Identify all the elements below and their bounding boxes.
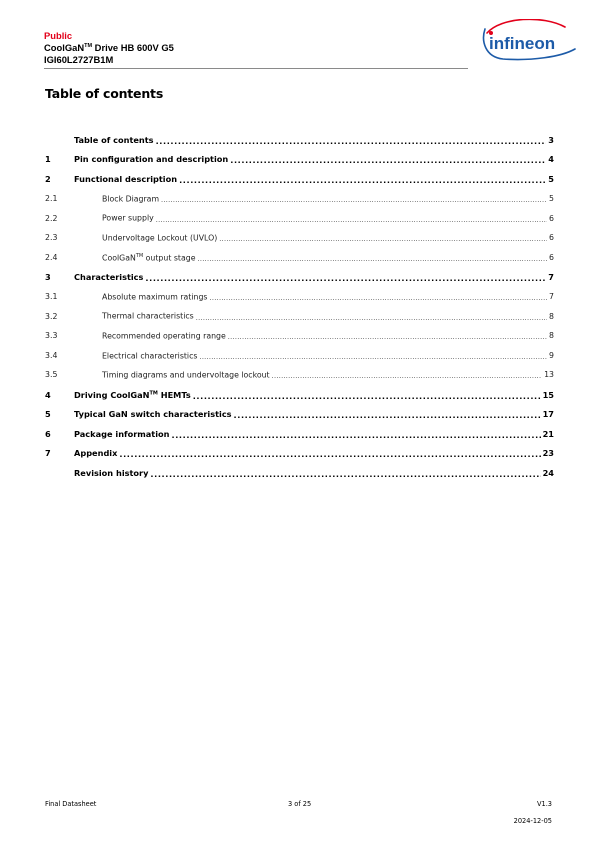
- toc-entry-number: 4: [45, 389, 51, 400]
- toc-entry-number: 2.4: [45, 252, 58, 262]
- toc-entry-trademark: TM: [135, 252, 144, 259]
- toc-entry-text: Table of contents: [74, 134, 154, 145]
- toc-entry-page: 24: [542, 467, 554, 478]
- toc-entry[interactable]: [45, 385, 554, 405]
- toc-leader-dots: [230, 155, 546, 165]
- toc-entry-text: Characteristics: [74, 271, 144, 282]
- trademark-sup: TM: [84, 43, 93, 50]
- toc-entry-title: [74, 154, 228, 164]
- footer-doc-type: Final Datasheet: [45, 800, 97, 808]
- toc-entry[interactable]: [45, 365, 554, 385]
- toc-entry-number: 2.1: [45, 194, 58, 204]
- toc-leader-dots: [171, 430, 540, 440]
- toc-leader-dots: [272, 371, 542, 380]
- toc-leader-dots: [161, 195, 547, 204]
- toc-leader-dots: [209, 293, 547, 302]
- toc-leader-dots: [119, 449, 540, 459]
- toc-entry[interactable]: [45, 287, 554, 307]
- toc-entry-text-suffix: HEMTs: [157, 389, 191, 400]
- logo-swoosh: [487, 19, 565, 33]
- toc-leader-dots: [234, 410, 541, 420]
- toc-entry[interactable]: [45, 169, 554, 189]
- toc-entry-text: Power supply: [102, 213, 154, 223]
- page-title: Table of contents: [45, 86, 164, 101]
- toc-entry-text-suffix: output stage: [143, 253, 196, 263]
- toc-leader-dots: [156, 215, 547, 224]
- toc-entry-title: [74, 409, 232, 419]
- toc-entry-text: Recommended operating range: [102, 331, 226, 341]
- toc-entry-title: [74, 390, 191, 400]
- toc-entry-title: [74, 174, 177, 184]
- part-number: IGI60L2727B1M: [44, 53, 114, 65]
- toc-entry-text: Package information: [74, 428, 170, 439]
- product-name: [44, 41, 174, 53]
- toc-entry-number: 2: [45, 173, 51, 184]
- toc-entry-title: [102, 331, 226, 341]
- toc-entry-page: 6: [549, 252, 554, 262]
- toc-entry-page: 17: [542, 409, 554, 420]
- footer-date: 2024-12-05: [513, 817, 552, 825]
- toc-entry-title: [102, 194, 159, 204]
- toc-entry[interactable]: [45, 306, 554, 326]
- toc-entry-page: 4: [548, 154, 554, 165]
- toc-entry-title: [74, 272, 143, 282]
- toc-entry-page: 9: [549, 350, 554, 360]
- toc-entry-number: 3.1: [45, 292, 58, 302]
- toc-entry-title: [102, 213, 154, 223]
- header-divider: [44, 68, 468, 69]
- toc-entry-text: Driving CoolGaN: [74, 389, 150, 400]
- toc-entry-text: Appendix: [74, 448, 118, 459]
- toc-entry-page: 8: [549, 311, 554, 321]
- toc-entry[interactable]: [45, 228, 554, 248]
- toc-entry[interactable]: [45, 189, 554, 209]
- toc-entry-trademark: TM: [149, 389, 158, 396]
- toc-entry-text: Electrical characteristics: [102, 351, 198, 361]
- toc-entry-text: Timing diagrams and undervoltage lockout: [102, 370, 270, 380]
- toc-entry-number: 5: [45, 409, 51, 420]
- toc-entry[interactable]: [45, 208, 554, 228]
- toc-entry-number: 7: [45, 448, 51, 459]
- toc-entry-page: 6: [549, 213, 554, 223]
- toc-leader-dots: [199, 352, 547, 361]
- document-header: [44, 30, 174, 65]
- toc-entry-text: Thermal characteristics: [102, 311, 194, 321]
- toc-entry-text: Pin configuration and description: [74, 154, 229, 165]
- footer-page-number: 3 of 25: [288, 800, 312, 808]
- toc-entry-number: 1: [45, 154, 51, 165]
- toc-entry[interactable]: [45, 130, 554, 150]
- infineon-logo: [481, 19, 577, 61]
- toc-entry-number: 3.4: [45, 350, 58, 360]
- toc-entry-title: [102, 370, 270, 380]
- toc-entry[interactable]: [45, 404, 554, 424]
- toc-entry-number: 3.2: [45, 311, 58, 321]
- toc-entry-page: 7: [548, 271, 554, 282]
- toc-entry-number: 2.2: [45, 213, 58, 223]
- logo-text: infineon: [489, 34, 556, 53]
- toc-leader-dots: [198, 254, 548, 263]
- toc-entry-title: [74, 448, 117, 458]
- toc-entry-page: 5: [548, 173, 554, 184]
- toc-entry-page: 13: [544, 370, 554, 380]
- classification-label: Public: [44, 30, 73, 41]
- toc-leader-dots: [193, 391, 541, 401]
- toc-entry-page: 5: [549, 194, 554, 204]
- toc-entry-page: 3: [548, 134, 554, 145]
- product-name-prefix: CoolGaN: [44, 42, 85, 54]
- toc-leader-dots: [219, 234, 547, 243]
- footer-version: V1.3: [537, 800, 552, 808]
- toc-entry-title: [102, 253, 196, 263]
- toc-entry-title: [102, 351, 197, 361]
- toc-entry[interactable]: [45, 424, 554, 444]
- toc-entry[interactable]: [45, 248, 554, 268]
- toc-entry-page: 23: [542, 448, 554, 459]
- table-of-contents: [45, 130, 554, 483]
- toc-entry-page: 21: [542, 428, 554, 439]
- toc-entry[interactable]: [45, 326, 554, 346]
- toc-entry-text: Revision history: [74, 467, 149, 478]
- toc-entry-title: [102, 292, 207, 302]
- toc-entry[interactable]: [45, 150, 554, 170]
- toc-leader-dots: [179, 175, 546, 185]
- toc-entry[interactable]: [45, 267, 554, 287]
- toc-entry-text: Block Diagram: [102, 194, 160, 204]
- toc-leader-dots: [145, 273, 546, 283]
- toc-entry-number: 3.3: [45, 331, 58, 341]
- toc-entry-text: Typical GaN switch characteristics: [74, 409, 232, 420]
- toc-entry-text: Functional description: [74, 173, 178, 184]
- toc-entry-title: [74, 429, 169, 439]
- toc-entry-title: [74, 135, 154, 145]
- toc-entry-page: 8: [549, 331, 554, 341]
- toc-entry[interactable]: [45, 444, 554, 464]
- toc-entry-text: Absolute maximum ratings: [102, 292, 208, 302]
- toc-leader-dots: [228, 332, 547, 341]
- toc-entry-number: 3: [45, 271, 51, 282]
- toc-entry[interactable]: [45, 346, 554, 366]
- toc-entry[interactable]: [45, 463, 554, 483]
- toc-entry-title: [102, 311, 194, 321]
- toc-entry-title: [102, 233, 217, 243]
- toc-entry-number: 6: [45, 428, 51, 439]
- toc-entry-page: 7: [549, 292, 554, 302]
- toc-entry-text: Undervoltage Lockout (UVLO): [102, 233, 218, 243]
- toc-leader-dots: [150, 469, 540, 479]
- toc-entry-page: 15: [542, 389, 554, 400]
- toc-leader-dots: [156, 136, 547, 146]
- toc-entry-number: 3.5: [45, 370, 58, 380]
- toc-entry-text: CoolGaN: [102, 253, 136, 263]
- toc-entry-page: 6: [549, 233, 554, 243]
- toc-leader-dots: [196, 313, 547, 322]
- toc-entry-number: 2.3: [45, 233, 58, 243]
- product-name-suffix: Drive HB 600V G5: [92, 42, 174, 54]
- toc-entry-title: [74, 468, 148, 478]
